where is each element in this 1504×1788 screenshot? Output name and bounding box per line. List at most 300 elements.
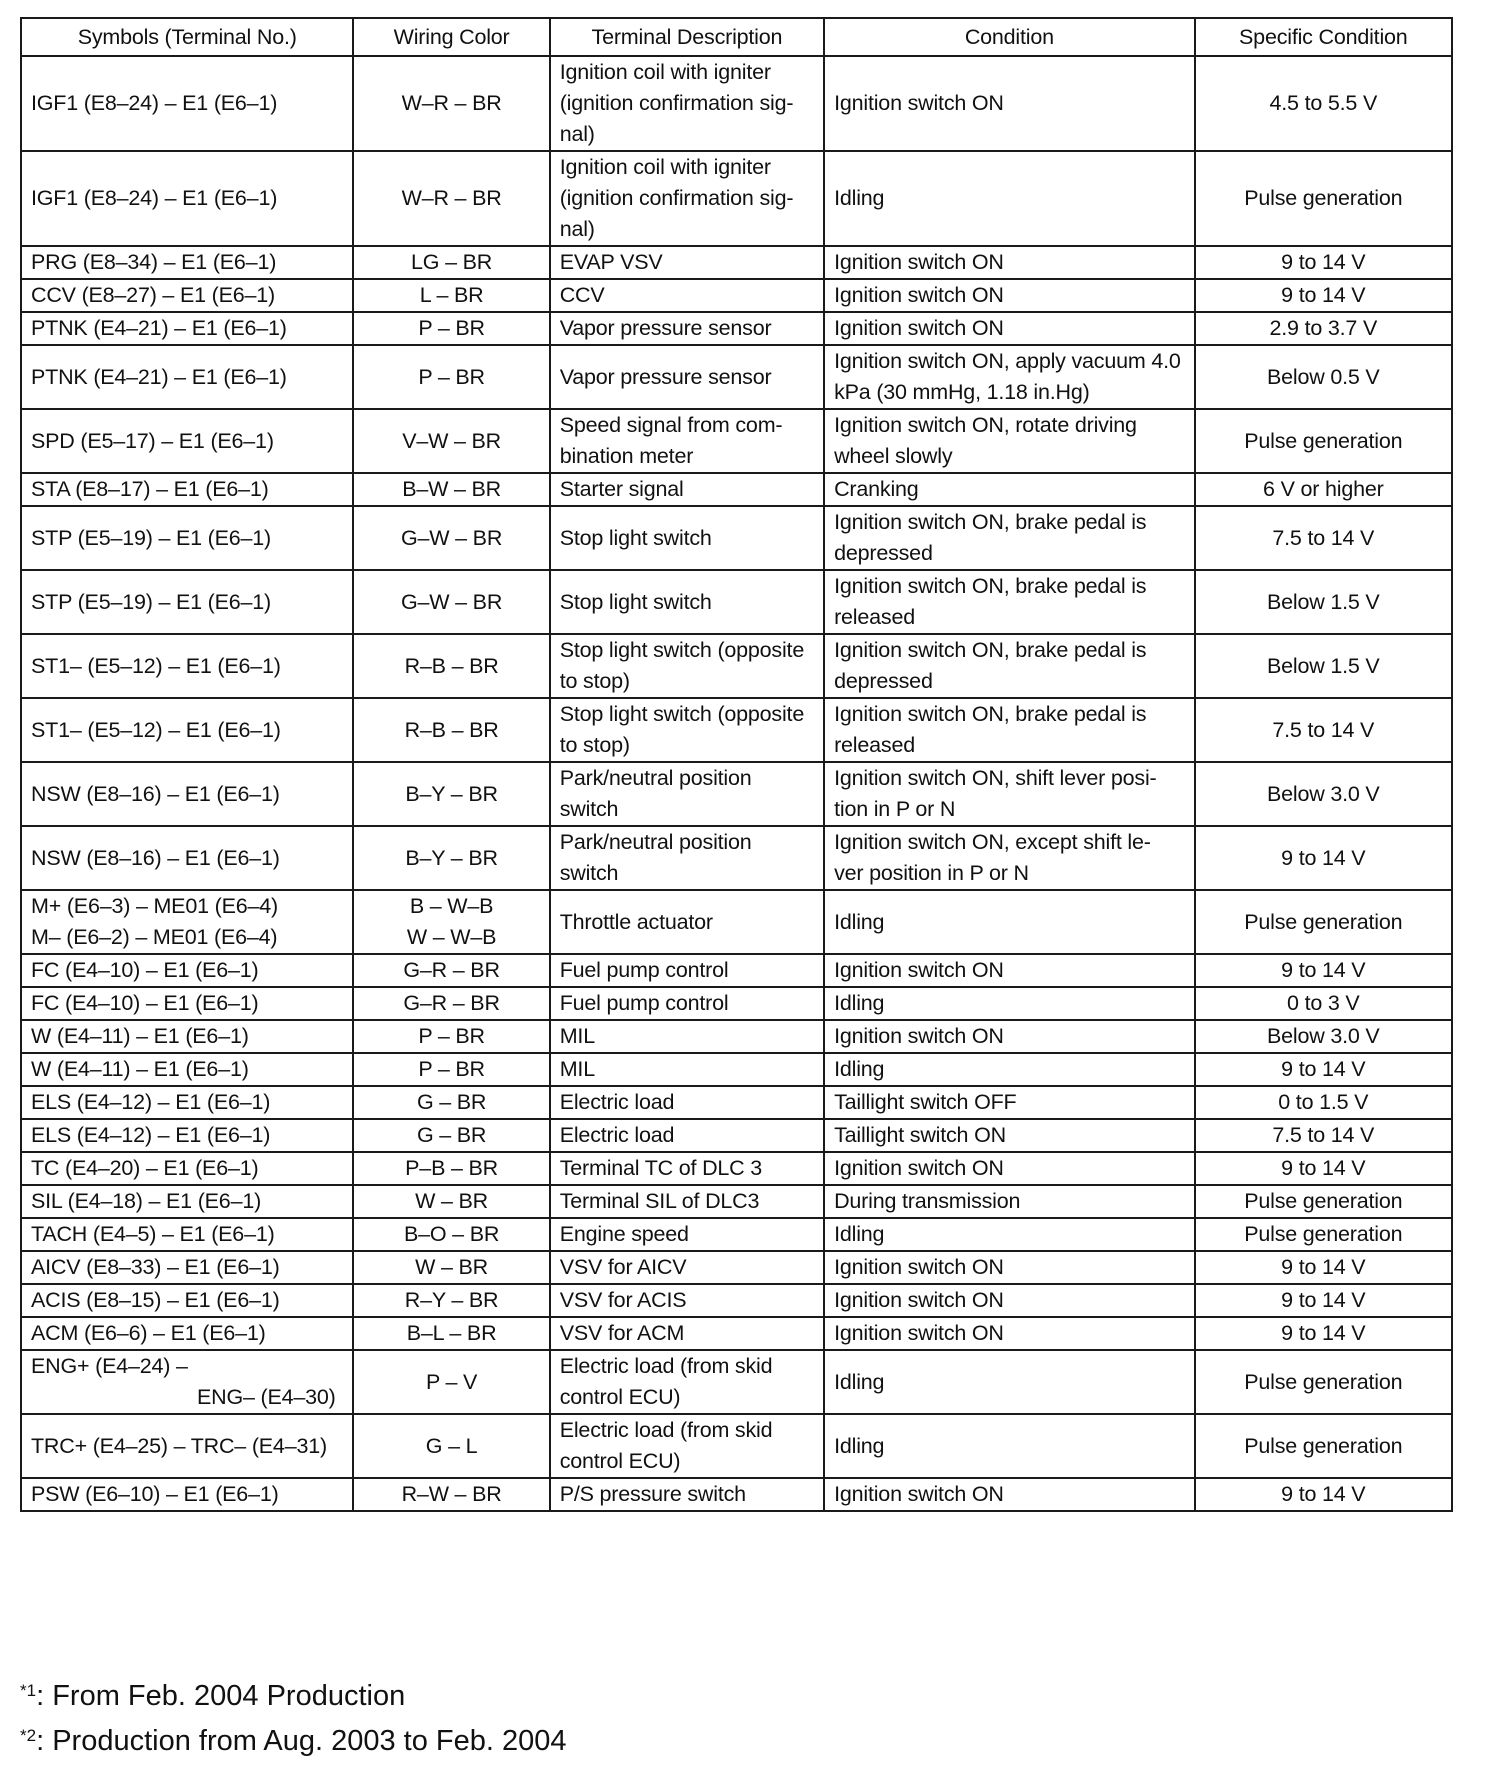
wiring-color-cell (353, 1152, 549, 1185)
cell-text: ST1– (E5–12) – E1 (E6–1) (31, 653, 281, 678)
cell-text: NSW (E8–16) – E1 (E6–1) (31, 845, 280, 870)
cell-text: Terminal TC of DLC 3 (559, 1156, 763, 1180)
specific-condition-cell (1195, 1350, 1452, 1414)
description-cell (550, 1284, 824, 1317)
condition-cell (824, 890, 1195, 954)
table-row (21, 1251, 1452, 1284)
symbol-cell (21, 570, 353, 634)
cell-text: STA (E8–17) – E1 (E6–1) (31, 477, 269, 501)
cell-text: Below 3.0 V (1267, 781, 1380, 806)
cell-text: Idling (834, 1222, 885, 1246)
wiring-color-cell (353, 312, 549, 345)
cell-text: Stop light switch (559, 525, 712, 550)
condition-cell (824, 954, 1195, 987)
cell-text: IGF1 (E8–24) – E1 (E6–1) (31, 186, 278, 210)
footnotes (20, 1671, 566, 1761)
cell-text: Electric load (559, 1123, 675, 1147)
wiring-color-cell (353, 1478, 549, 1511)
cell-text: 6 V or higher (1263, 477, 1384, 501)
description-cell (550, 345, 824, 409)
table-body (21, 56, 1452, 1511)
symbol-cell (21, 1185, 353, 1218)
description-cell (550, 1152, 824, 1185)
symbol-cell (21, 506, 353, 570)
description-cell (550, 570, 824, 634)
description-cell (550, 1086, 824, 1119)
cell-text: Stop light switch (opposite to stop) (559, 638, 805, 693)
cell-text: Ignition switch ON, except shift le- ver position in P or N (834, 830, 1151, 885)
condition-cell (824, 1284, 1195, 1317)
table-row (21, 826, 1452, 890)
symbol-cell (21, 312, 353, 345)
cell-text: 9 to 14 V (1281, 1321, 1366, 1345)
cell-text: W–R – BR (401, 186, 502, 210)
cell-text: Idling (834, 909, 885, 934)
table-row (21, 1053, 1452, 1086)
table-row (21, 570, 1452, 634)
cell-text: PSW (E6–10) – E1 (E6–1) (31, 1482, 279, 1506)
table-row (21, 473, 1452, 506)
cell-text: 9 to 14 V (1281, 250, 1366, 274)
cell-text: 9 to 14 V (1281, 1156, 1366, 1180)
symbol-cell (21, 345, 353, 409)
cell-text: 7.5 to 14 V (1272, 525, 1375, 550)
symbol-cell (21, 698, 353, 762)
description-cell (550, 826, 824, 890)
description-cell (550, 1317, 824, 1350)
cell-text: 9 to 14 V (1281, 958, 1366, 982)
cell-text: Pulse generation (1244, 186, 1403, 210)
cell-text: During transmission (834, 1189, 1021, 1213)
cell-text: Pulse generation (1244, 1189, 1403, 1213)
specific-condition-cell (1195, 1478, 1452, 1511)
table-row (21, 345, 1452, 409)
description-cell (550, 698, 824, 762)
wiring-color-cell (353, 1020, 549, 1053)
symbol-cell (21, 473, 353, 506)
wiring-color-cell (353, 1251, 549, 1284)
table-row (21, 1317, 1452, 1350)
cell-text: Pulse generation (1244, 428, 1403, 453)
cell-text: L – BR (419, 283, 484, 307)
symbol-cell (21, 1119, 353, 1152)
cell-text: TC (E4–20) – E1 (E6–1) (31, 1156, 259, 1180)
cell-text: Ignition switch ON, rotate driving wheel slowly (834, 413, 1137, 468)
footnote-text: : From Feb. 2004 Production (36, 1680, 406, 1712)
cell-text: R–W – BR (401, 1482, 502, 1506)
footnote (20, 1716, 566, 1761)
cell-text: 0 to 1.5 V (1278, 1090, 1369, 1114)
symbol-cell (21, 826, 353, 890)
cell-text: P – BR (418, 1057, 485, 1081)
wiring-color-cell (353, 1284, 549, 1317)
condition-cell (824, 634, 1195, 698)
wiring-color-cell (353, 1317, 549, 1350)
symbol-cell (21, 151, 353, 246)
specific-condition-cell (1195, 279, 1452, 312)
cell-text: P – BR (418, 364, 485, 389)
cell-text: 9 to 14 V (1281, 845, 1366, 870)
symbol-cell (21, 1218, 353, 1251)
table-row (21, 1119, 1452, 1152)
specific-condition-cell (1195, 634, 1452, 698)
symbol-cell (21, 1053, 353, 1086)
specific-condition-cell (1195, 473, 1452, 506)
specific-condition-cell (1195, 1218, 1452, 1251)
specific-condition-cell (1195, 246, 1452, 279)
condition-cell (824, 151, 1195, 246)
wiring-color-cell (353, 826, 549, 890)
cell-text: FC (E4–10) – E1 (E6–1) (31, 958, 259, 982)
cell-text: W – BR (415, 1189, 489, 1213)
specific-condition-cell (1195, 698, 1452, 762)
description-cell (550, 312, 824, 345)
specific-condition-cell (1195, 762, 1452, 826)
cell-text: 9 to 14 V (1281, 1057, 1366, 1081)
symbol-cell (21, 1152, 353, 1185)
cell-text: Idling (834, 1057, 885, 1081)
cell-text: LG – BR (411, 250, 493, 274)
condition-cell (824, 1251, 1195, 1284)
symbol-cell (21, 1251, 353, 1284)
cell-text: G–W – BR (401, 525, 503, 550)
cell-text: W – BR (415, 1255, 489, 1279)
specific-condition-cell (1195, 1251, 1452, 1284)
cell-text: TRC+ (E4–25) – TRC– (E4–31) (31, 1433, 327, 1458)
cell-text: 9 to 14 V (1281, 1255, 1366, 1279)
symbol-cell (21, 762, 353, 826)
condition-cell (824, 312, 1195, 345)
cell-text: Ignition switch ON (834, 1255, 1004, 1279)
cell-text: ELS (E4–12) – E1 (E6–1) (31, 1090, 271, 1114)
condition-cell (824, 56, 1195, 151)
cell-text: Ignition switch ON (834, 1321, 1004, 1345)
wiring-color-cell (353, 1218, 549, 1251)
cell-text: Throttle actuator (559, 909, 713, 934)
specific-condition-cell (1195, 409, 1452, 473)
table-row (21, 1185, 1452, 1218)
wiring-color-cell (353, 570, 549, 634)
cell-text: Stop light switch (559, 589, 712, 614)
cell-text: Electric load (559, 1090, 675, 1114)
symbol-cell (21, 1414, 353, 1478)
cell-text: Ignition switch ON, brake pedal is released (834, 574, 1147, 629)
wiring-color-cell (353, 1086, 549, 1119)
cell-text: 0 to 3 V (1287, 991, 1360, 1015)
description-cell (550, 506, 824, 570)
symbol-cell (21, 409, 353, 473)
symbol-cell (21, 634, 353, 698)
wiring-color-cell (353, 345, 549, 409)
table-row (21, 987, 1452, 1020)
description-cell (550, 473, 824, 506)
description-cell (550, 1478, 824, 1511)
table-row (21, 890, 1452, 954)
specific-condition-cell (1195, 1185, 1452, 1218)
cell-text: B – W–B (409, 894, 494, 918)
description-cell (550, 151, 824, 246)
description-cell (550, 1119, 824, 1152)
cell-text: P/S pressure switch (559, 1482, 746, 1506)
cell-text: Pulse generation (1244, 1369, 1403, 1394)
symbol-cell (21, 1478, 353, 1511)
description-cell (550, 1218, 824, 1251)
cell-text: P–B – BR (405, 1156, 498, 1180)
cell-text: STP (E5–19) – E1 (E6–1) (31, 589, 271, 614)
cell-text: TACH (E4–5) – E1 (E6–1) (31, 1222, 275, 1246)
cell-text: P – V (425, 1369, 478, 1394)
cell-text: NSW (E8–16) – E1 (E6–1) (31, 781, 280, 806)
wiring-color-cell (353, 987, 549, 1020)
header-cell: Terminal Description (550, 18, 824, 56)
wiring-color-cell (353, 1119, 549, 1152)
description-cell (550, 1350, 824, 1414)
cell-text: Ignition switch ON, brake pedal is depressed (834, 638, 1147, 693)
footnote-mark: *2 (20, 1726, 37, 1745)
table-row (21, 698, 1452, 762)
condition-cell (824, 473, 1195, 506)
cell-text: AICV (E8–33) – E1 (E6–1) (31, 1255, 280, 1279)
footnote (20, 1671, 566, 1716)
condition-cell (824, 1317, 1195, 1350)
description-cell (550, 987, 824, 1020)
condition-cell (824, 1350, 1195, 1414)
cell-text: Vapor pressure sensor (559, 364, 772, 389)
cell-text: SIL (E4–18) – E1 (E6–1) (31, 1189, 262, 1213)
cell-text: Ignition switch ON, brake pedal is depressed (834, 510, 1147, 565)
description-cell (550, 890, 824, 954)
cell-text: M– (E6–2) – ME01 (E6–4) (31, 925, 278, 949)
table-row (21, 1020, 1452, 1053)
wiring-color-cell (353, 762, 549, 826)
cell-text: PTNK (E4–21) – E1 (E6–1) (31, 316, 287, 340)
cell-text: 9 to 14 V (1281, 283, 1366, 307)
condition-cell (824, 1053, 1195, 1086)
specific-condition-cell (1195, 1317, 1452, 1350)
cell-text: 7.5 to 14 V (1272, 717, 1375, 742)
cell-text: FC (E4–10) – E1 (E6–1) (31, 991, 259, 1015)
cell-text: VSV for AICV (559, 1255, 687, 1279)
cell-text: P – BR (418, 1024, 485, 1048)
cell-text: Ignition switch ON, shift lever posi- tion in P or N (834, 766, 1157, 821)
header-cell: Specific Condition (1195, 18, 1452, 56)
description-cell (550, 409, 824, 473)
cell-text: B–O – BR (403, 1222, 500, 1246)
cell-text: Stop light switch (opposite to stop) (559, 702, 805, 757)
cell-text: G – BR (416, 1123, 487, 1147)
cell-text: Ignition switch ON (834, 958, 1004, 982)
cell-text: W (E4–11) – E1 (E6–1) (31, 1024, 249, 1048)
cell-text: Speed signal from com- bination meter (559, 413, 783, 468)
symbol-cell (21, 1284, 353, 1317)
specific-condition-cell (1195, 1414, 1452, 1478)
symbol-cell (21, 987, 353, 1020)
symbol-cell (21, 1020, 353, 1053)
table-row (21, 312, 1452, 345)
description-cell (550, 762, 824, 826)
cell-text: P – BR (418, 316, 485, 340)
cell-text: W–R – BR (401, 91, 502, 115)
table-row (21, 1086, 1452, 1119)
cell-text: 4.5 to 5.5 V (1269, 91, 1378, 115)
description-cell (550, 279, 824, 312)
specific-condition-cell (1195, 56, 1452, 151)
cell-text: Fuel pump control (559, 991, 729, 1015)
specific-condition-cell (1195, 506, 1452, 570)
wiring-color-cell (353, 890, 549, 954)
wiring-color-cell (353, 698, 549, 762)
cell-text: R–B – BR (404, 653, 499, 678)
description-cell (550, 1053, 824, 1086)
cell-text: Pulse generation (1244, 1433, 1403, 1458)
wiring-color-cell (353, 473, 549, 506)
cell-text: ACM (E6–6) – E1 (E6–1) (31, 1321, 266, 1345)
specific-condition-cell (1195, 890, 1452, 954)
table-row (21, 1152, 1452, 1185)
footnote-text: : Production from Aug. 2003 to Feb. 2004 (36, 1725, 567, 1757)
cell-text: M+ (E6–3) – ME01 (E6–4) (31, 894, 278, 918)
cell-text: W – W–B (406, 925, 497, 949)
table-row (21, 1350, 1452, 1414)
condition-cell (824, 1152, 1195, 1185)
symbol-cell (21, 890, 353, 954)
table-row (21, 506, 1452, 570)
wiring-color-cell (353, 506, 549, 570)
condition-cell (824, 1020, 1195, 1053)
specific-condition-cell (1195, 1053, 1452, 1086)
specific-condition-cell (1195, 570, 1452, 634)
wiring-color-cell (353, 246, 549, 279)
cell-text: G–W – BR (401, 589, 503, 614)
wiring-color-cell (353, 1185, 549, 1218)
table-row (21, 762, 1452, 826)
table-row (21, 409, 1452, 473)
description-cell (550, 246, 824, 279)
cell-text: 9 to 14 V (1281, 1288, 1366, 1312)
symbol-cell (21, 954, 353, 987)
cell-text: Idling (834, 991, 885, 1015)
cell-text: Pulse generation (1244, 1222, 1403, 1246)
cell-text: B–L – BR (406, 1321, 497, 1345)
cell-text: Engine speed (559, 1222, 689, 1246)
cell-text: Ignition switch ON (834, 1024, 1004, 1048)
specific-condition-cell (1195, 345, 1452, 409)
condition-cell (824, 1086, 1195, 1119)
cell-text: 9 to 14 V (1281, 1482, 1366, 1506)
cell-text: CCV (559, 283, 605, 307)
cell-text: Starter signal (559, 477, 684, 501)
cell-text: Idling (834, 186, 885, 210)
header-cell: Wiring Color (353, 18, 549, 56)
specific-condition-cell (1195, 954, 1452, 987)
cell-text: PRG (E8–34) – E1 (E6–1) (31, 250, 277, 274)
description-cell (550, 56, 824, 151)
wiring-color-cell (353, 634, 549, 698)
table-row (21, 56, 1452, 151)
cell-text: B–W – BR (402, 477, 501, 501)
wiring-color-cell (353, 1350, 549, 1414)
cell-text: R–B – BR (404, 717, 499, 742)
condition-cell (824, 826, 1195, 890)
wiring-color-cell (353, 56, 549, 151)
description-cell (550, 1020, 824, 1053)
symbol-cell (21, 246, 353, 279)
specific-condition-cell (1195, 1119, 1452, 1152)
cell-text: Idling (834, 1369, 885, 1394)
symbol-cell (21, 1317, 353, 1350)
description-cell (550, 634, 824, 698)
symbol-cell (21, 1086, 353, 1119)
cell-text: Park/neutral position switch (559, 830, 752, 885)
cell-text: Ignition coil with igniter (ignition confirmation sig- nal) (559, 155, 794, 241)
wiring-color-cell (353, 954, 549, 987)
specific-condition-cell (1195, 1284, 1452, 1317)
description-cell (550, 1414, 824, 1478)
cell-text: Ignition switch ON (834, 91, 1004, 115)
wiring-color-cell (353, 1414, 549, 1478)
table-row (21, 954, 1452, 987)
cell-text: ENG+ (E4–24) – (31, 1354, 188, 1378)
cell-text: MIL (559, 1057, 595, 1081)
header-cell: Symbols (Terminal No.) (21, 18, 353, 56)
condition-cell (824, 762, 1195, 826)
condition-cell (824, 279, 1195, 312)
symbol-cell (21, 279, 353, 312)
footnote-mark: *1 (20, 1681, 37, 1700)
condition-cell (824, 1218, 1195, 1251)
cell-text: G – L (425, 1433, 478, 1458)
cell-text: Ignition switch ON (834, 1288, 1004, 1312)
condition-cell (824, 570, 1195, 634)
cell-text: Below 1.5 V (1267, 589, 1380, 614)
cell-text: Ignition switch ON, apply vacuum 4.0 kPa (30 mmHg, 1.18 in.Hg) (834, 349, 1181, 404)
cell-text: Park/neutral position switch (559, 766, 752, 821)
cell-text: PTNK (E4–21) – E1 (E6–1) (31, 364, 287, 389)
cell-text: VSV for ACM (559, 1321, 685, 1345)
condition-cell (824, 506, 1195, 570)
cell-text: Vapor pressure sensor (559, 316, 772, 340)
cell-text: 7.5 to 14 V (1272, 1123, 1375, 1147)
header-cell: Condition (824, 18, 1195, 56)
table-row (21, 634, 1452, 698)
cell-text: Ignition switch ON (834, 1156, 1004, 1180)
cell-text: Taillight switch ON (834, 1123, 1006, 1147)
condition-cell (824, 1414, 1195, 1478)
cell-text: Electric load (from skid control ECU) (559, 1418, 773, 1473)
cell-text: Ignition switch ON, brake pedal is released (834, 702, 1147, 757)
condition-cell (824, 987, 1195, 1020)
wiring-color-cell (353, 409, 549, 473)
cell-text: ACIS (E8–15) – E1 (E6–1) (31, 1288, 280, 1312)
cell-text: Ignition coil with igniter (ignition confirmation sig- nal) (559, 60, 794, 146)
cell-text: MIL (559, 1024, 595, 1048)
cell-text: Pulse generation (1244, 909, 1403, 934)
cell-text: IGF1 (E8–24) – E1 (E6–1) (31, 91, 278, 115)
cell-text: G–R – BR (403, 958, 500, 982)
specific-condition-cell (1195, 312, 1452, 345)
cell-text: ELS (E4–12) – E1 (E6–1) (31, 1123, 271, 1147)
condition-cell (824, 409, 1195, 473)
cell-text: V–W – BR (402, 428, 501, 453)
wiring-color-cell (353, 1053, 549, 1086)
table-row (21, 1218, 1452, 1251)
description-cell (550, 1251, 824, 1284)
description-cell (550, 1185, 824, 1218)
cell-text: Ignition switch ON (834, 283, 1004, 307)
specific-condition-cell (1195, 987, 1452, 1020)
table-row (21, 246, 1452, 279)
table-row (21, 279, 1452, 312)
